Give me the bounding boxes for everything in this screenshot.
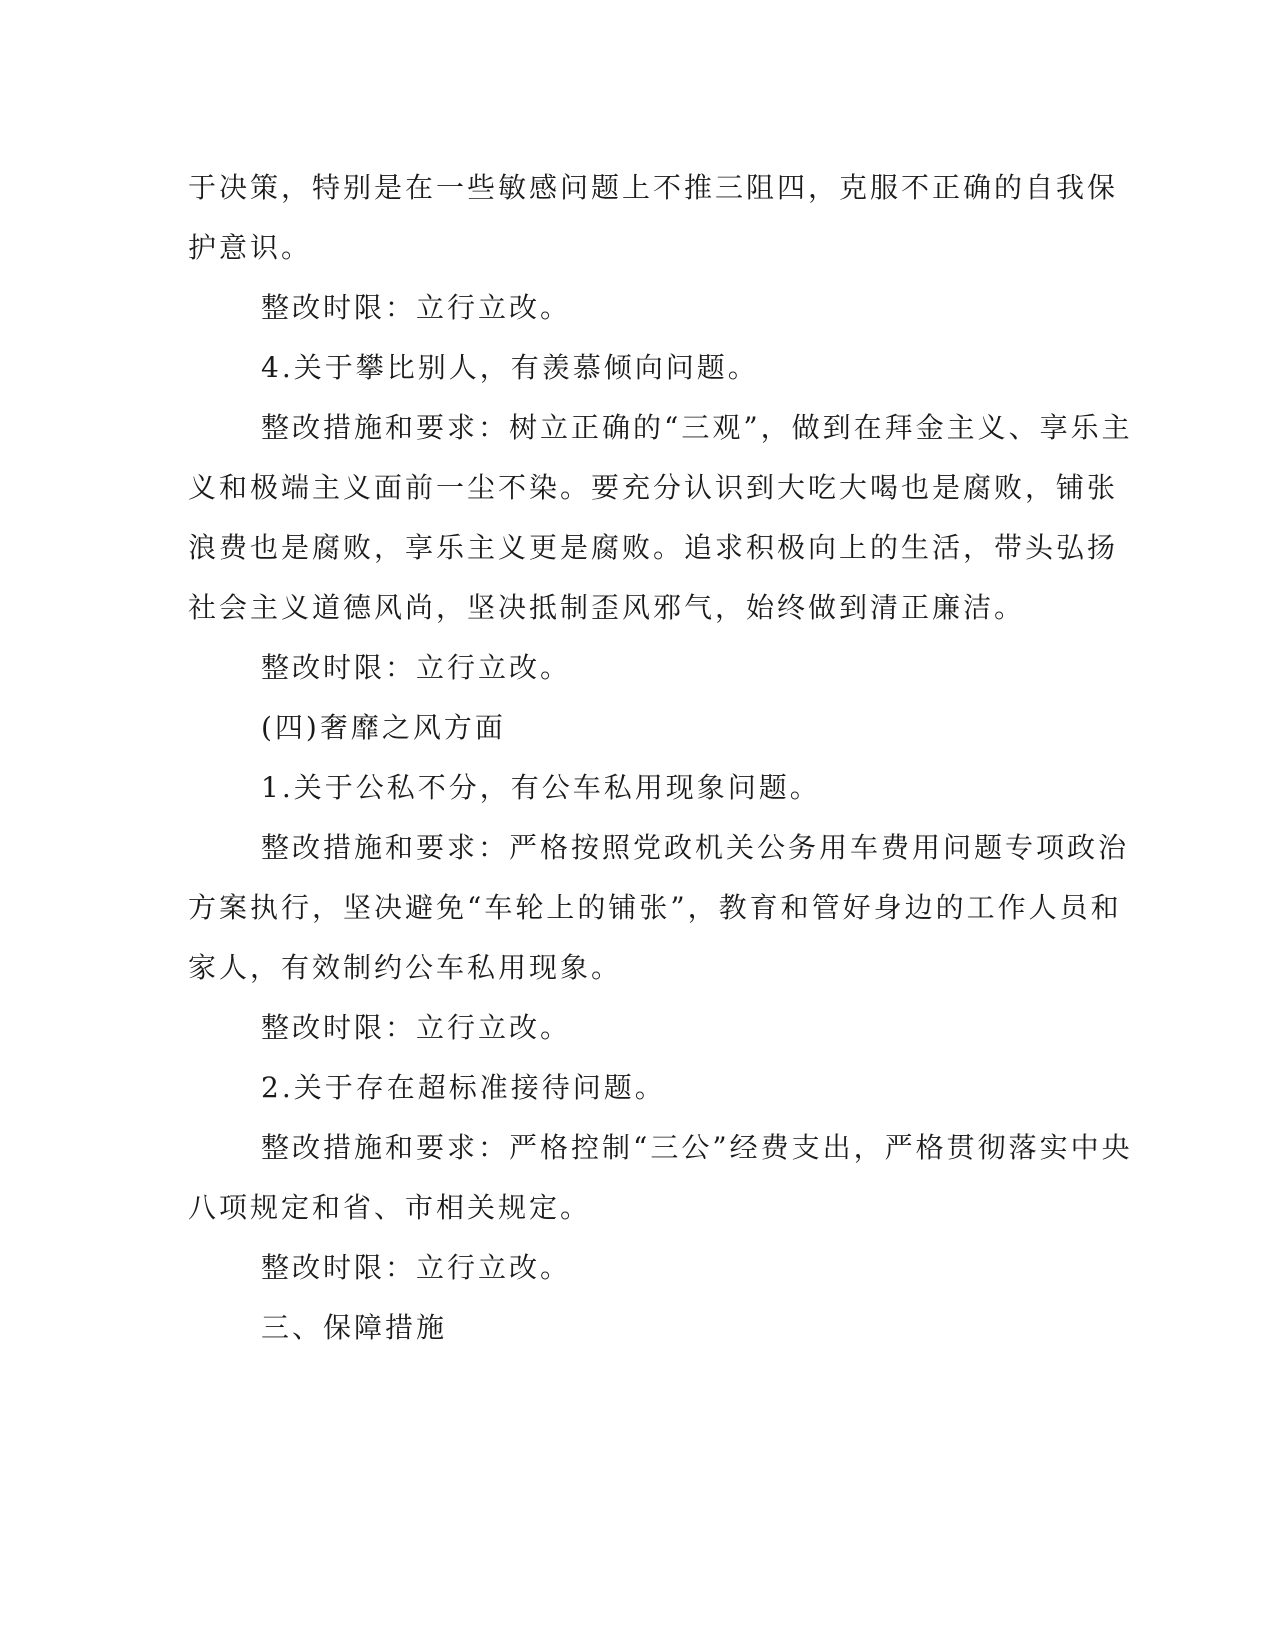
item-heading: 1.关于公私不分，有公车私用现象问题。 [261,771,821,804]
section-heading: (四)奢靡之风方面 [261,711,506,744]
text-line: 义和极端主义面前一尘不染。要充分认识到大吃大喝也是腐败，铺张 [188,471,1119,504]
text-line: 整改时限：立行立改。 [261,1011,572,1044]
text-line: 浪费也是腐败，享乐主义更是腐败。追求积极向上的生活，带头弘扬 [188,531,1119,564]
item-heading: 2.关于存在超标准接待问题。 [261,1071,666,1104]
text-line: 护意识。 [188,231,313,264]
text-line: 整改时限：立行立改。 [261,651,572,684]
section-heading: 三、保障措施 [261,1311,448,1344]
text-line: 整改时限：立行立改。 [261,1251,572,1284]
text-line: 八项规定和省、市相关规定。 [188,1191,592,1224]
item-heading: 4.关于攀比别人，有羡慕倾向问题。 [261,351,759,384]
text-line: 社会主义道德风尚，坚决抵制歪风邪气，始终做到清正廉洁。 [188,591,1026,624]
text-line: 于决策，特别是在一些敏感问题上不推三阻四，克服不正确的自我保 [188,171,1119,204]
text-line: 整改时限：立行立改。 [261,291,572,324]
document-body [188,158,1133,1358]
text-line: 整改措施和要求：树立正确的“三观”，做到在拜金主义、享乐主 [261,411,1133,444]
text-line: 家人，有效制约公车私用现象。 [188,951,623,984]
text-line: 方案执行，坚决避免“车轮上的铺张”，教育和管好身边的工作人员和 [188,891,1122,924]
text-line: 整改措施和要求：严格控制“三公”经费支出，严格贯彻落实中央 [261,1131,1133,1164]
text-line: 整改措施和要求：严格按照党政机关公务用车费用问题专项政治 [261,831,1130,864]
